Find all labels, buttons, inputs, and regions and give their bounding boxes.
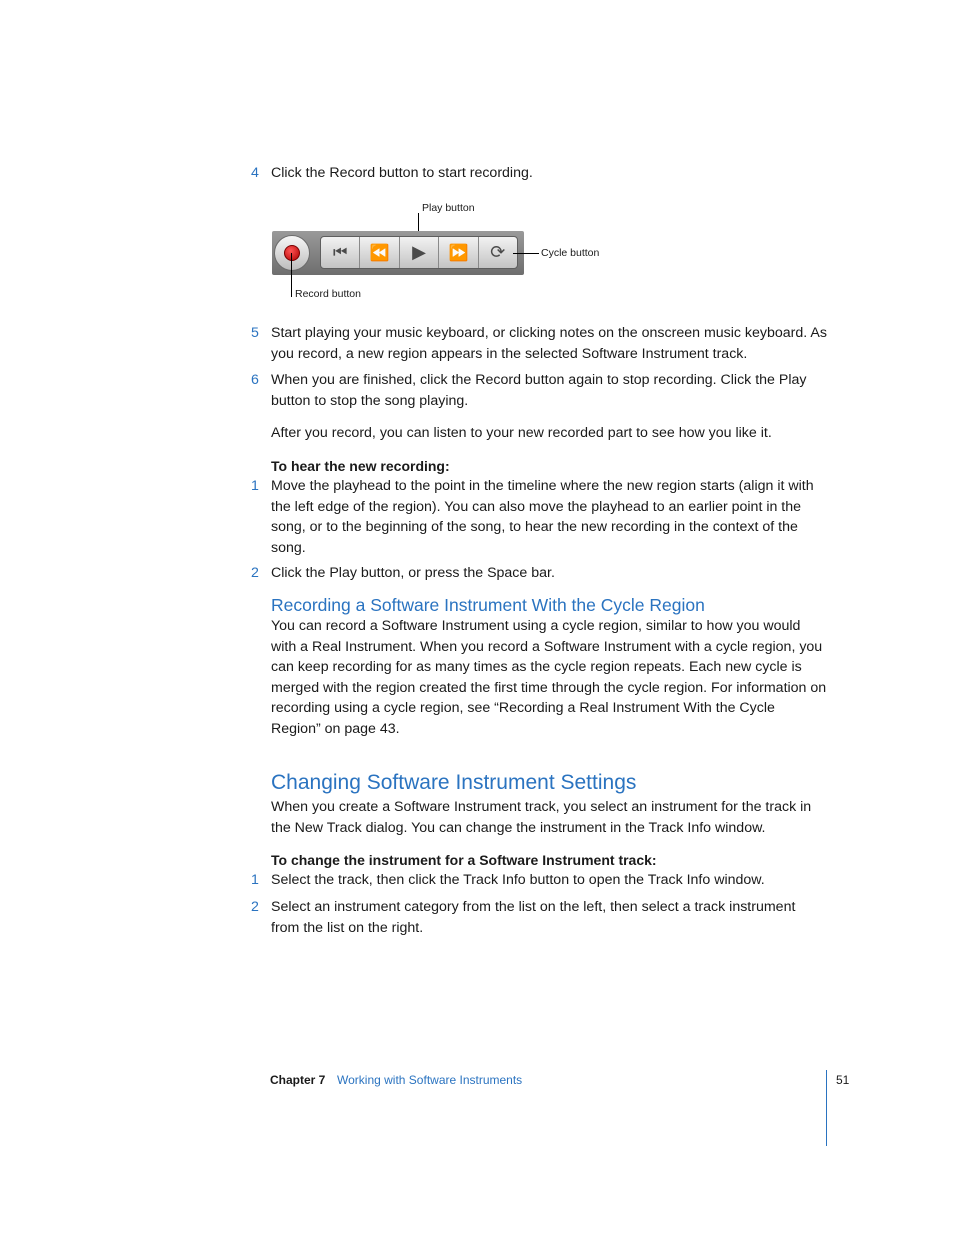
fast-forward-icon: ⏩ bbox=[448, 244, 469, 262]
footer-divider bbox=[826, 1070, 827, 1146]
footer-chapter: Chapter 7 bbox=[270, 1073, 326, 1087]
change-instrument-label: To change the instrument for a Software Instrument track: bbox=[271, 852, 657, 868]
rewind-icon: ⏪ bbox=[369, 244, 390, 262]
step-text: Start playing your music keyboard, or clicking notes on the onscreen music keyboard. As you record, a new region appears in the selected Software Instrument track. bbox=[271, 325, 827, 362]
after-record-paragraph: After you record, you can listen to your new recorded part to see how you like it. bbox=[271, 425, 772, 441]
cycle-button-callout: Cycle button bbox=[541, 247, 600, 259]
record-button[interactable] bbox=[274, 235, 310, 271]
step-text: Move the playhead to the point in the timeline where the new region starts (align it with the left edge of the region). You can also move the playhead to an earlier point in the song, or to the beginning of the song, to hear the new recording in the context of the song. bbox=[271, 478, 814, 556]
play-icon: ▶ bbox=[412, 242, 426, 262]
record-callout-line bbox=[291, 253, 292, 297]
go-to-beginning-button[interactable] bbox=[321, 237, 360, 268]
page-number: 51 bbox=[836, 1073, 850, 1087]
step-number: 1 bbox=[251, 872, 259, 888]
skip-back-icon: ⏮ bbox=[333, 243, 348, 261]
settings-heading: Changing Software Instrument Settings bbox=[271, 771, 637, 794]
settings-paragraph: When you create a Software Instrument track, you select an instrument for the track in the New Track dialog. You can change the instrument in the Track Info window. bbox=[271, 799, 812, 836]
step-number: 6 bbox=[251, 372, 259, 388]
cycle-callout-line bbox=[513, 253, 539, 254]
rewind-button[interactable] bbox=[360, 237, 399, 268]
cycle-region-paragraph: You can record a Software Instrument using a cycle region, similar to how you would with a Real Instrument. When you record a Software Instrument with a cycle region, you can keep recording for as many times as the cycle region repeats. Each new cycle is merged with the region created the first time through the cycle region. For information on recording using a cycle region, see “Recording a Real Instrument With the Cycle Region” on page 43. bbox=[271, 618, 827, 737]
step-number: 1 bbox=[251, 478, 259, 494]
step-text: Select an instrument category from the list on the left, then select a track instrument from the list on the right. bbox=[271, 899, 796, 936]
step-text: When you are finished, click the Record button again to stop recording. Click the Play button to stop the song playing. bbox=[271, 372, 807, 409]
record-dot-icon bbox=[284, 245, 300, 261]
step-number: 2 bbox=[251, 899, 259, 915]
play-button[interactable] bbox=[400, 237, 439, 268]
step-text: Select the track, then click the Track Info button to open the Track Info window. bbox=[271, 872, 765, 888]
step-text: Click the Record button to start recording. bbox=[271, 165, 533, 181]
step-number: 2 bbox=[251, 565, 259, 581]
step-number: 5 bbox=[251, 325, 259, 341]
cycle-button[interactable] bbox=[479, 237, 517, 268]
record-button-callout: Record button bbox=[295, 288, 361, 300]
transport-button-group bbox=[320, 236, 518, 269]
cycle-region-heading: Recording a Software Instrument With the Cycle Region bbox=[271, 595, 705, 615]
step-text: Click the Play button, or press the Space bar. bbox=[271, 565, 555, 581]
fast-forward-button[interactable] bbox=[439, 237, 478, 268]
play-button-callout: Play button bbox=[422, 202, 475, 214]
hear-recording-label: To hear the new recording: bbox=[271, 458, 450, 474]
footer-chapter-title: Working with Software Instruments bbox=[337, 1073, 523, 1087]
step-number: 4 bbox=[251, 165, 259, 181]
cycle-icon: ⟳ bbox=[490, 242, 506, 262]
